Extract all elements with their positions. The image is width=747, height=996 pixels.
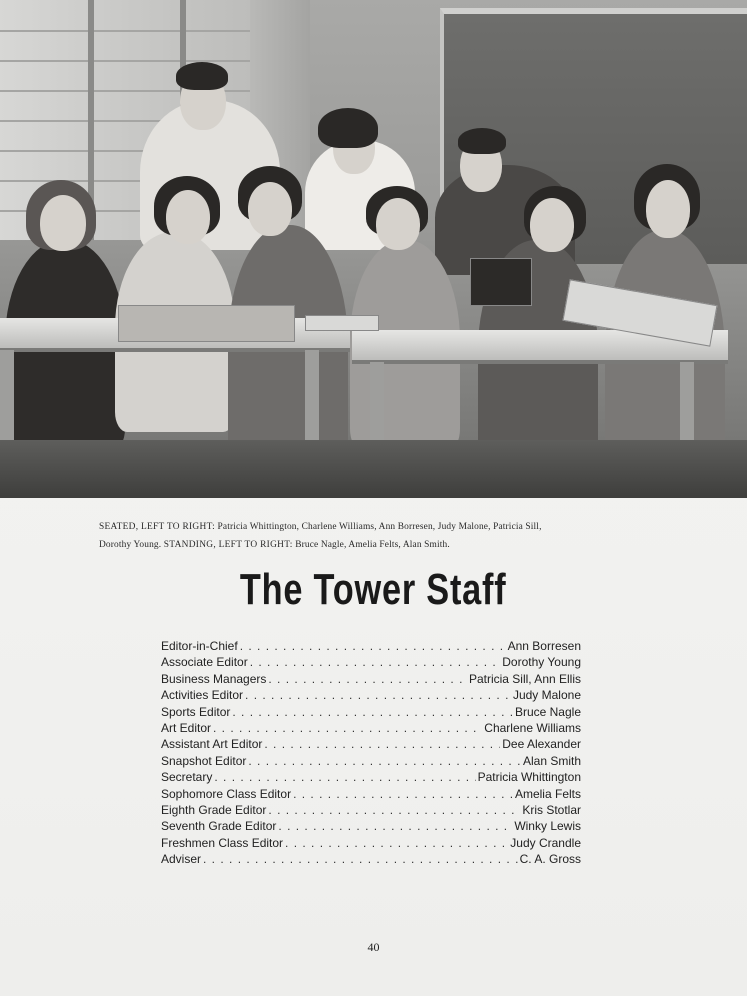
staff-role: Eighth Grade Editor (161, 802, 267, 817)
page-number: 40 (367, 940, 380, 954)
staff-name: Ann Borresen (507, 639, 581, 653)
staff-role: Secretary (161, 770, 213, 785)
staff-role: Seventh Grade Editor (161, 819, 277, 834)
photo-box (118, 305, 295, 342)
staff-row (161, 802, 581, 818)
caption-seated-label: SEATED, LEFT TO RIGHT: (99, 522, 216, 532)
staff-name: C. A. Gross (519, 852, 581, 867)
staff-role: Sophomore Class Editor (161, 786, 292, 801)
photo-book-open (470, 258, 532, 306)
staff-roster (161, 638, 581, 867)
staff-role: Sports Editor (161, 704, 231, 719)
staff-row (161, 835, 581, 851)
dot-leader (250, 654, 501, 670)
staff-row (161, 818, 581, 834)
staff-row (161, 687, 581, 703)
staff-role: Associate Editor (161, 655, 248, 670)
staff-name: Judy Crandle (510, 835, 581, 850)
page-title: The Tower Staff (239, 565, 507, 614)
dot-leader (268, 671, 467, 687)
staff-name: Charlene Williams (484, 720, 581, 735)
dot-leader (245, 687, 511, 703)
dot-leader (268, 802, 520, 818)
staff-name: Alan Smith (522, 753, 581, 768)
photo-caption (99, 518, 679, 554)
staff-role: Art Editor (161, 720, 212, 735)
staff-role: Activities Editor (161, 688, 244, 703)
caption-standing-names: Bruce Nagle, Amelia Felts, Alan Smith. (295, 540, 450, 550)
staff-row (161, 786, 581, 802)
dot-leader (213, 720, 482, 736)
dot-leader (264, 736, 500, 752)
dot-leader (248, 753, 521, 769)
staff-name: Patricia Whittington (477, 770, 581, 785)
dot-leader (232, 704, 513, 720)
staff-row (161, 720, 581, 736)
staff-name: Patricia Sill, Ann Ellis (468, 671, 581, 686)
staff-role: Snapshot Editor (161, 753, 247, 768)
staff-name: Kris Stotlar (522, 802, 581, 817)
staff-row (161, 769, 581, 785)
caption-seated-names: Patricia Whittington, Charlene Williams, Ann Borresen, Judy Malone, Patricia Sill, (217, 522, 542, 532)
staff-role: Assistant Art Editor (161, 737, 263, 752)
staff-name: Bruce Nagle (514, 704, 581, 719)
staff-role: Freshmen Class Editor (161, 835, 284, 850)
staff-row (161, 654, 581, 670)
dot-leader (278, 818, 512, 834)
staff-row (161, 736, 581, 752)
staff-role: Editor-in-Chief (161, 639, 238, 653)
staff-row (161, 851, 581, 867)
dot-leader (285, 835, 508, 851)
staff-role: Business Managers (161, 671, 267, 686)
caption-line2-start: Dorothy Young. (99, 540, 162, 550)
staff-name: Winky Lewis (514, 819, 581, 834)
dot-leader (214, 769, 475, 785)
staff-row (161, 753, 581, 769)
staff-name: Judy Malone (512, 688, 581, 703)
staff-role: Adviser (161, 852, 202, 867)
staff-name: Amelia Felts (514, 786, 581, 801)
staff-row (161, 671, 581, 687)
dot-leader (203, 851, 518, 867)
staff-row (161, 704, 581, 720)
photo-floor (0, 440, 747, 498)
dot-leader (293, 786, 513, 802)
caption-standing-label: STANDING, LEFT TO RIGHT: (163, 540, 293, 550)
staff-row (161, 638, 581, 654)
staff-name: Dee Alexander (502, 737, 581, 752)
dot-leader (240, 638, 506, 654)
staff-name: Dorothy Young (502, 655, 581, 670)
